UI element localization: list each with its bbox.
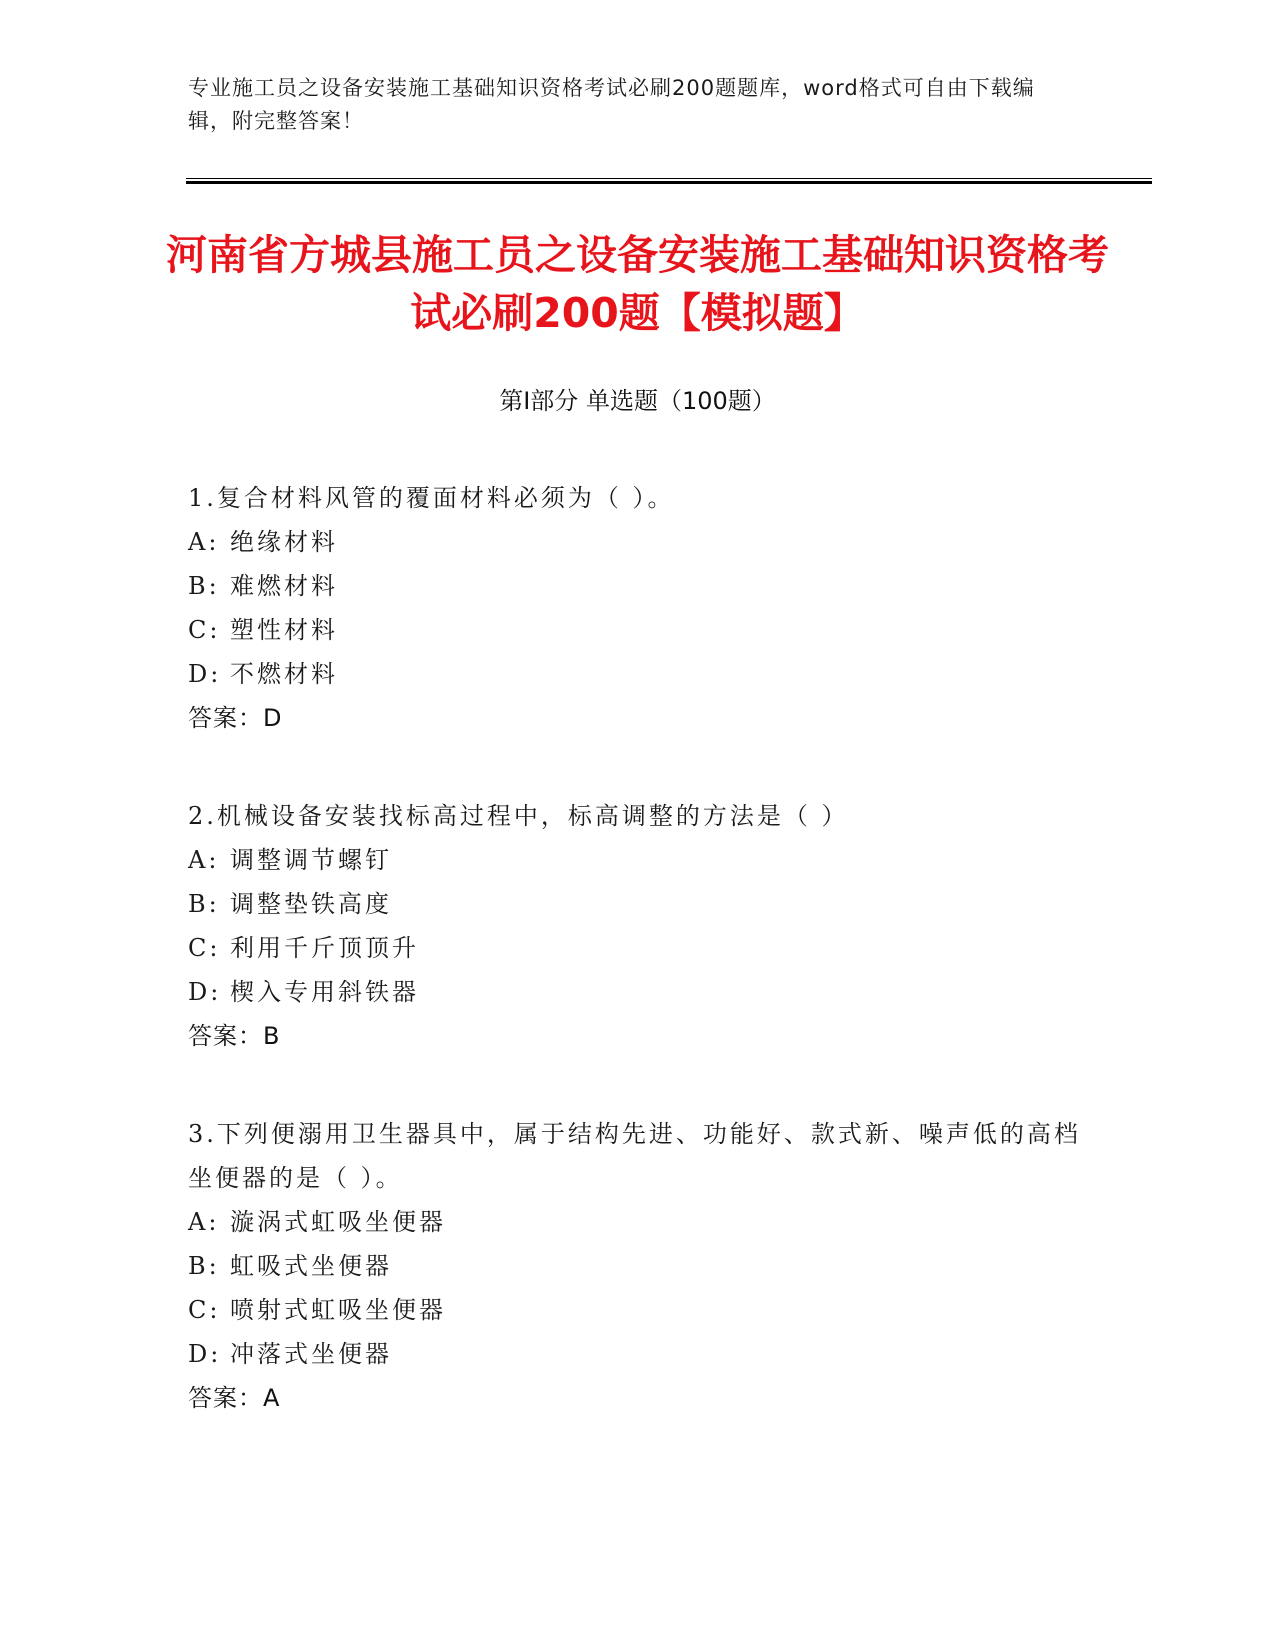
header-divider-thin	[186, 178, 1152, 179]
option-a	[188, 838, 1088, 882]
option-letter: D:	[188, 660, 222, 688]
option-text: 调整垫铁高度	[230, 890, 392, 918]
option-text: 漩涡式虹吸坐便器	[230, 1208, 446, 1236]
option-text: 冲落式坐便器	[230, 1340, 392, 1368]
option-b	[188, 882, 1088, 926]
question-3	[188, 1112, 1088, 1420]
header-note: 专业施工员之设备安装施工基础知识资格考试必刷200题题库，word格式可自由下载编辑，附完整答案！	[188, 76, 1035, 133]
option-d	[188, 1332, 1088, 1376]
option-b	[188, 1244, 1088, 1288]
question-1	[188, 476, 1088, 740]
option-letter: C:	[188, 934, 221, 962]
section-heading: 第Ⅰ部分 单选题（100题）	[499, 387, 776, 415]
answer-line: 答案：B	[188, 1022, 281, 1050]
option-text: 虹吸式坐便器	[230, 1252, 392, 1280]
answer-line: 答案：A	[188, 1384, 281, 1412]
option-a	[188, 1200, 1088, 1244]
option-a	[188, 520, 1088, 564]
question-stem: 1.复合材料风管的覆面材料必须为（ ）。	[188, 484, 675, 512]
option-letter: A:	[188, 528, 220, 556]
option-text: 不燃材料	[230, 660, 338, 688]
option-c	[188, 608, 1088, 652]
option-c	[188, 1288, 1088, 1332]
option-letter: B:	[188, 572, 220, 600]
option-text: 塑性材料	[230, 616, 338, 644]
option-text: 喷射式虹吸坐便器	[230, 1296, 446, 1324]
option-text: 利用千斤顶顶升	[230, 934, 419, 962]
option-b	[188, 564, 1088, 608]
option-c	[188, 926, 1088, 970]
option-text: 绝缘材料	[230, 528, 338, 556]
option-letter: C:	[188, 616, 221, 644]
header-divider-thick	[186, 181, 1152, 184]
document-title: 河南省方城县施工员之设备安装施工基础知识资格考试必刷200题【模拟题】	[166, 231, 1109, 337]
question-stem: 2.机械设备安装找标高过程中，标高调整的方法是（ ）	[188, 802, 849, 830]
option-letter: B:	[188, 1252, 220, 1280]
option-letter: A:	[188, 846, 220, 874]
question-2	[188, 794, 1088, 1058]
option-text: 调整调节螺钉	[230, 846, 392, 874]
option-letter: C:	[188, 1296, 221, 1324]
option-letter: D:	[188, 1340, 222, 1368]
option-text: 难燃材料	[230, 572, 338, 600]
question-stem: 3.下列便溺用卫生器具中，属于结构先进、功能好、款式新、噪声低的高档坐便器的是（ ）。	[188, 1120, 1081, 1192]
option-letter: B:	[188, 890, 220, 918]
option-text: 楔入专用斜铁器	[230, 978, 419, 1006]
option-letter: A:	[188, 1208, 220, 1236]
answer-line: 答案：D	[188, 704, 283, 732]
option-letter: D:	[188, 978, 222, 1006]
option-d	[188, 970, 1088, 1014]
option-d	[188, 652, 1088, 696]
